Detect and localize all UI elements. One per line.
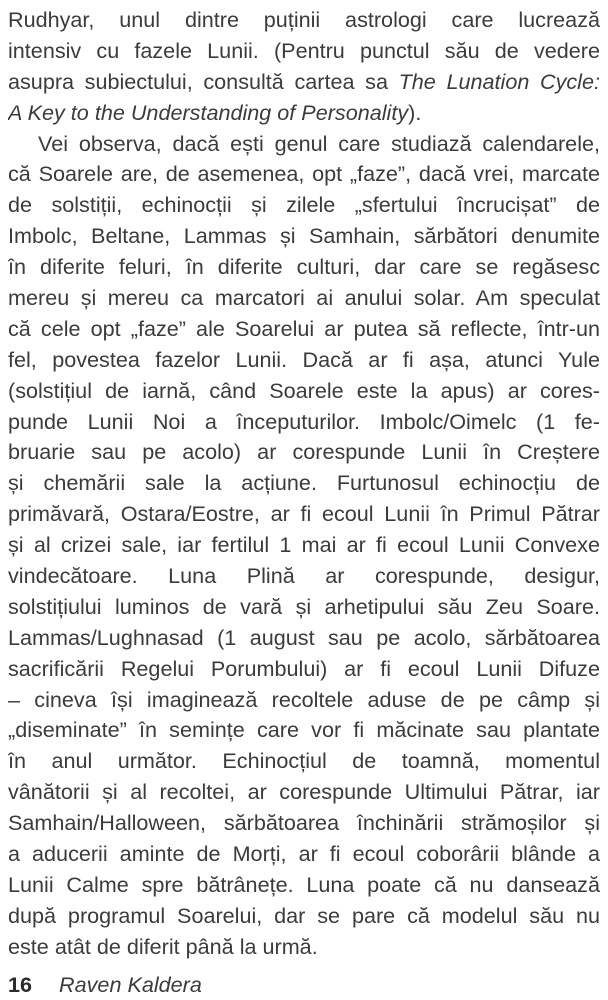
text-line	[8, 592, 600, 623]
text-line	[8, 159, 600, 190]
text-line	[8, 839, 600, 870]
text-run: intensiv cu fazele Lunii. (Pentru punctul său de vedere	[8, 37, 600, 63]
text-line	[8, 5, 600, 36]
running-footer-author: Raven Kaldera	[59, 971, 202, 997]
text-line	[8, 746, 600, 777]
text-line	[8, 685, 600, 716]
text-run: și al crizei sale, iar fertilul 1 mai ar fi ecoul Lunii Convexe	[8, 532, 600, 558]
text-run: în diferite feluri, în diferite culturi, dar care se regăsesc	[8, 254, 600, 280]
text-run: Imbolc, Beltane, Lammas și Samhain, sărbători denumite	[8, 223, 600, 249]
text-line	[8, 561, 600, 592]
text-line	[8, 36, 600, 67]
text-run: ).	[408, 99, 422, 125]
text-run: mereu și mereu ca marcatori ai anului solar. Am speculat	[8, 285, 600, 311]
text-run: după programul Soarelui, dar se pare că modelul său nu	[8, 902, 600, 928]
text-run: este atât de diferit până la urmă.	[8, 933, 318, 959]
text-line	[8, 67, 600, 98]
text-run: că Soarele are, de asemenea, opt „faze”, dacă vrei, marcate	[8, 161, 600, 187]
text-line	[8, 437, 600, 468]
text-run: sacrificării Regelui Porumbului) ar fi ecoul Lunii Difuze	[8, 655, 600, 681]
text-run: Samhain/Halloween, sărbătoarea închinării strămoșilor și	[8, 810, 600, 836]
text-line	[8, 715, 600, 746]
text-line	[8, 808, 600, 839]
italic-text-run: A Key to the Understanding of Personality	[8, 99, 409, 125]
text-line	[8, 870, 600, 901]
body-text	[8, 5, 600, 963]
text-line	[8, 901, 600, 932]
text-run: vânătorii și al recoltei, ar corespunde Ultimului Pătrar, iar	[8, 779, 600, 805]
text-run: „diseminate” în semințe care vor fi măcinate sau plantate	[8, 717, 600, 743]
text-run: că cele opt „faze” ale Soarelui ar putea să reflecte, într-un	[8, 315, 600, 341]
text-run: Vei observa, dacă ești genul care studiază calendarele,	[38, 130, 600, 156]
text-line	[8, 221, 600, 252]
text-line	[8, 654, 600, 685]
text-line	[8, 499, 600, 530]
text-line	[8, 468, 600, 499]
text-line	[8, 530, 600, 561]
text-line	[8, 932, 600, 963]
text-run: Rudhyar, unul dintre puținii astrologi care lucrează	[8, 7, 600, 32]
text-run: bruarie sau pe acolo) ar corespunde Lunii în Creștere	[8, 439, 600, 465]
text-run: punde Lunii Noi a începuturilor. Imbolc/Oimelc (1 fe-	[8, 408, 600, 434]
text-run: fel, povestea fazelor Lunii. Dacă ar fi așa, atunci Yule	[8, 346, 600, 372]
text-line	[8, 283, 600, 314]
text-run: solstițiului luminos de vară și arhetipului său Zeu Soare.	[8, 593, 600, 619]
text-line	[8, 376, 600, 407]
text-run: asupra subiectului, consultă cartea sa	[8, 68, 399, 94]
text-run: vindecătoare. Luna Plină ar corespunde, desigur,	[8, 563, 600, 589]
italic-text-run: The Lunation Cycle:	[398, 68, 600, 94]
text-run: de solstiții, echinocții și zilele „sfertului încrucișat” de	[8, 192, 600, 218]
text-line	[8, 345, 600, 376]
text-line	[8, 407, 600, 438]
text-run: a aducerii aminte de Morți, ar fi ecoul coborârii blânde a	[8, 841, 600, 867]
text-run: primăvară, Ostara/Eostre, ar fi ecoul Lunii în Primul Pătrar	[8, 501, 600, 527]
text-line	[8, 190, 600, 221]
text-line	[8, 98, 600, 129]
text-run: și chemării sale la acțiune. Furtunosul echinocțiu de	[8, 470, 600, 496]
text-line	[8, 777, 600, 808]
text-run: Lammas/Lughnasad (1 august sau pe acolo, sărbătoarea	[8, 624, 600, 650]
text-run: în anul următor. Echinocțiul de toamnă, momentul	[8, 748, 600, 774]
text-run: Lunii Calme spre bătrânețe. Luna poate că nu dansează	[8, 871, 600, 897]
text-line	[8, 252, 600, 283]
text-line	[8, 623, 600, 654]
text-run: – cineva își imaginează recoltele aduse de pe câmp și	[8, 686, 600, 712]
text-line	[8, 314, 600, 345]
text-run: (solstițiul de iarnă, când Soarele este la apus) ar cores-	[8, 377, 600, 403]
page-footer	[8, 973, 600, 997]
text-line	[8, 129, 600, 160]
page-number: 16	[8, 971, 33, 997]
